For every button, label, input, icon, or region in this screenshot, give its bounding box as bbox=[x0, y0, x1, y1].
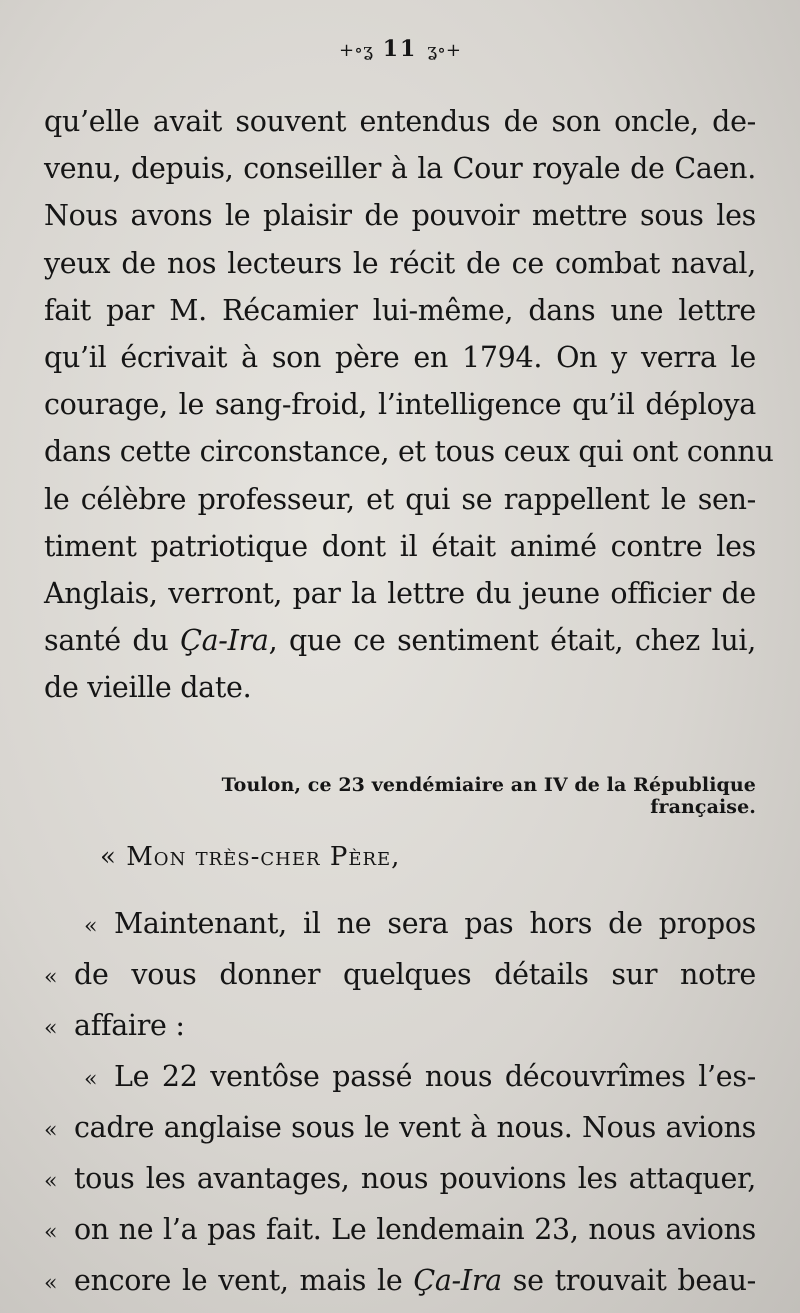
quote-mark: « bbox=[44, 1118, 58, 1143]
letter-salutation bbox=[100, 842, 400, 872]
text-line: fait par M. Récamier lui-même, dans une lettre bbox=[44, 293, 756, 327]
text-line bbox=[44, 1153, 756, 1204]
text-line: timent patriotique dont il était animé contre les bbox=[44, 529, 756, 563]
quote-mark: « bbox=[84, 1067, 98, 1092]
text-line: qu’elle avait souvent entendus de son oncle, de- bbox=[44, 105, 756, 138]
text-segment: on ne l’a pas fait. Le lendemain 23, nous avions bbox=[74, 1213, 756, 1246]
ornament-left: +∘ʓ bbox=[339, 40, 374, 61]
quote-mark: « bbox=[44, 1169, 58, 1194]
text-line bbox=[44, 898, 756, 949]
ship-name: Ça-Ira bbox=[413, 1264, 502, 1297]
ornament-right: ʓ∘+ bbox=[426, 40, 461, 61]
salutation-text: Mon très-cher Père, bbox=[126, 842, 401, 872]
text-segment: santé du bbox=[44, 624, 181, 658]
text-line: courage, le sang-froid, l’intelligence qu’il déploya bbox=[44, 388, 756, 422]
quote-mark: « bbox=[44, 1271, 58, 1296]
text-line bbox=[44, 1102, 756, 1153]
text-line: Nous avons le plaisir de pouvoir mettre sous les bbox=[44, 199, 756, 233]
letter-body bbox=[44, 898, 756, 1306]
text-segment: se trouvait beau- bbox=[501, 1264, 757, 1297]
page-header bbox=[0, 36, 800, 62]
text-segment: de vous donner quelques détails sur notre bbox=[74, 958, 756, 991]
text-line bbox=[44, 1000, 756, 1051]
text-segment: cadre anglaise sous le vent à nous. Nous avions bbox=[74, 1111, 756, 1144]
text-line: yeux de nos lecteurs le récit de ce combat naval, bbox=[44, 246, 756, 280]
intro-paragraph bbox=[44, 98, 774, 711]
text-line: Anglais, verront, par la lettre du jeune officier de bbox=[44, 576, 756, 610]
text-line bbox=[44, 1204, 756, 1255]
text-segment: encore le vent, mais le bbox=[74, 1264, 414, 1297]
text-line: dans cette circonstance, et tous ceux qui ont connu bbox=[44, 435, 774, 469]
text-segment: Le 22 ventôse passé nous découvrîmes l’es- bbox=[114, 1060, 756, 1093]
letter-dateline: Toulon, ce 23 vendémiaire an IV de la République française. bbox=[221, 774, 756, 818]
text-segment: affaire : bbox=[74, 1009, 185, 1042]
quote-mark: « bbox=[44, 1220, 58, 1245]
text-line: qu’il écrivait à son père en 1794. On y verra le bbox=[44, 340, 756, 374]
quote-mark: « bbox=[44, 1016, 58, 1041]
text-segment: , que ce sentiment était, chez lui, bbox=[268, 624, 756, 658]
ship-name: Ça-Ira bbox=[180, 624, 269, 658]
text-line: de vieille date. bbox=[44, 671, 252, 705]
text-line bbox=[44, 617, 756, 664]
quote-mark: « bbox=[84, 914, 98, 939]
quote-mark: « bbox=[44, 965, 58, 990]
text-line bbox=[44, 1051, 756, 1102]
text-segment: Maintenant, il ne sera pas hors de propos bbox=[114, 907, 756, 940]
text-segment: tous les avantages, nous pouvions les attaquer, bbox=[74, 1162, 756, 1195]
page-number: 11 bbox=[382, 36, 418, 62]
text-line: venu, depuis, conseiller à la Cour royale de Caen. bbox=[44, 152, 756, 186]
quote-mark: « bbox=[100, 842, 117, 872]
text-line bbox=[44, 1255, 756, 1306]
text-line: le célèbre professeur, et qui se rappellent le sen- bbox=[44, 482, 756, 516]
text-line bbox=[44, 949, 756, 1000]
